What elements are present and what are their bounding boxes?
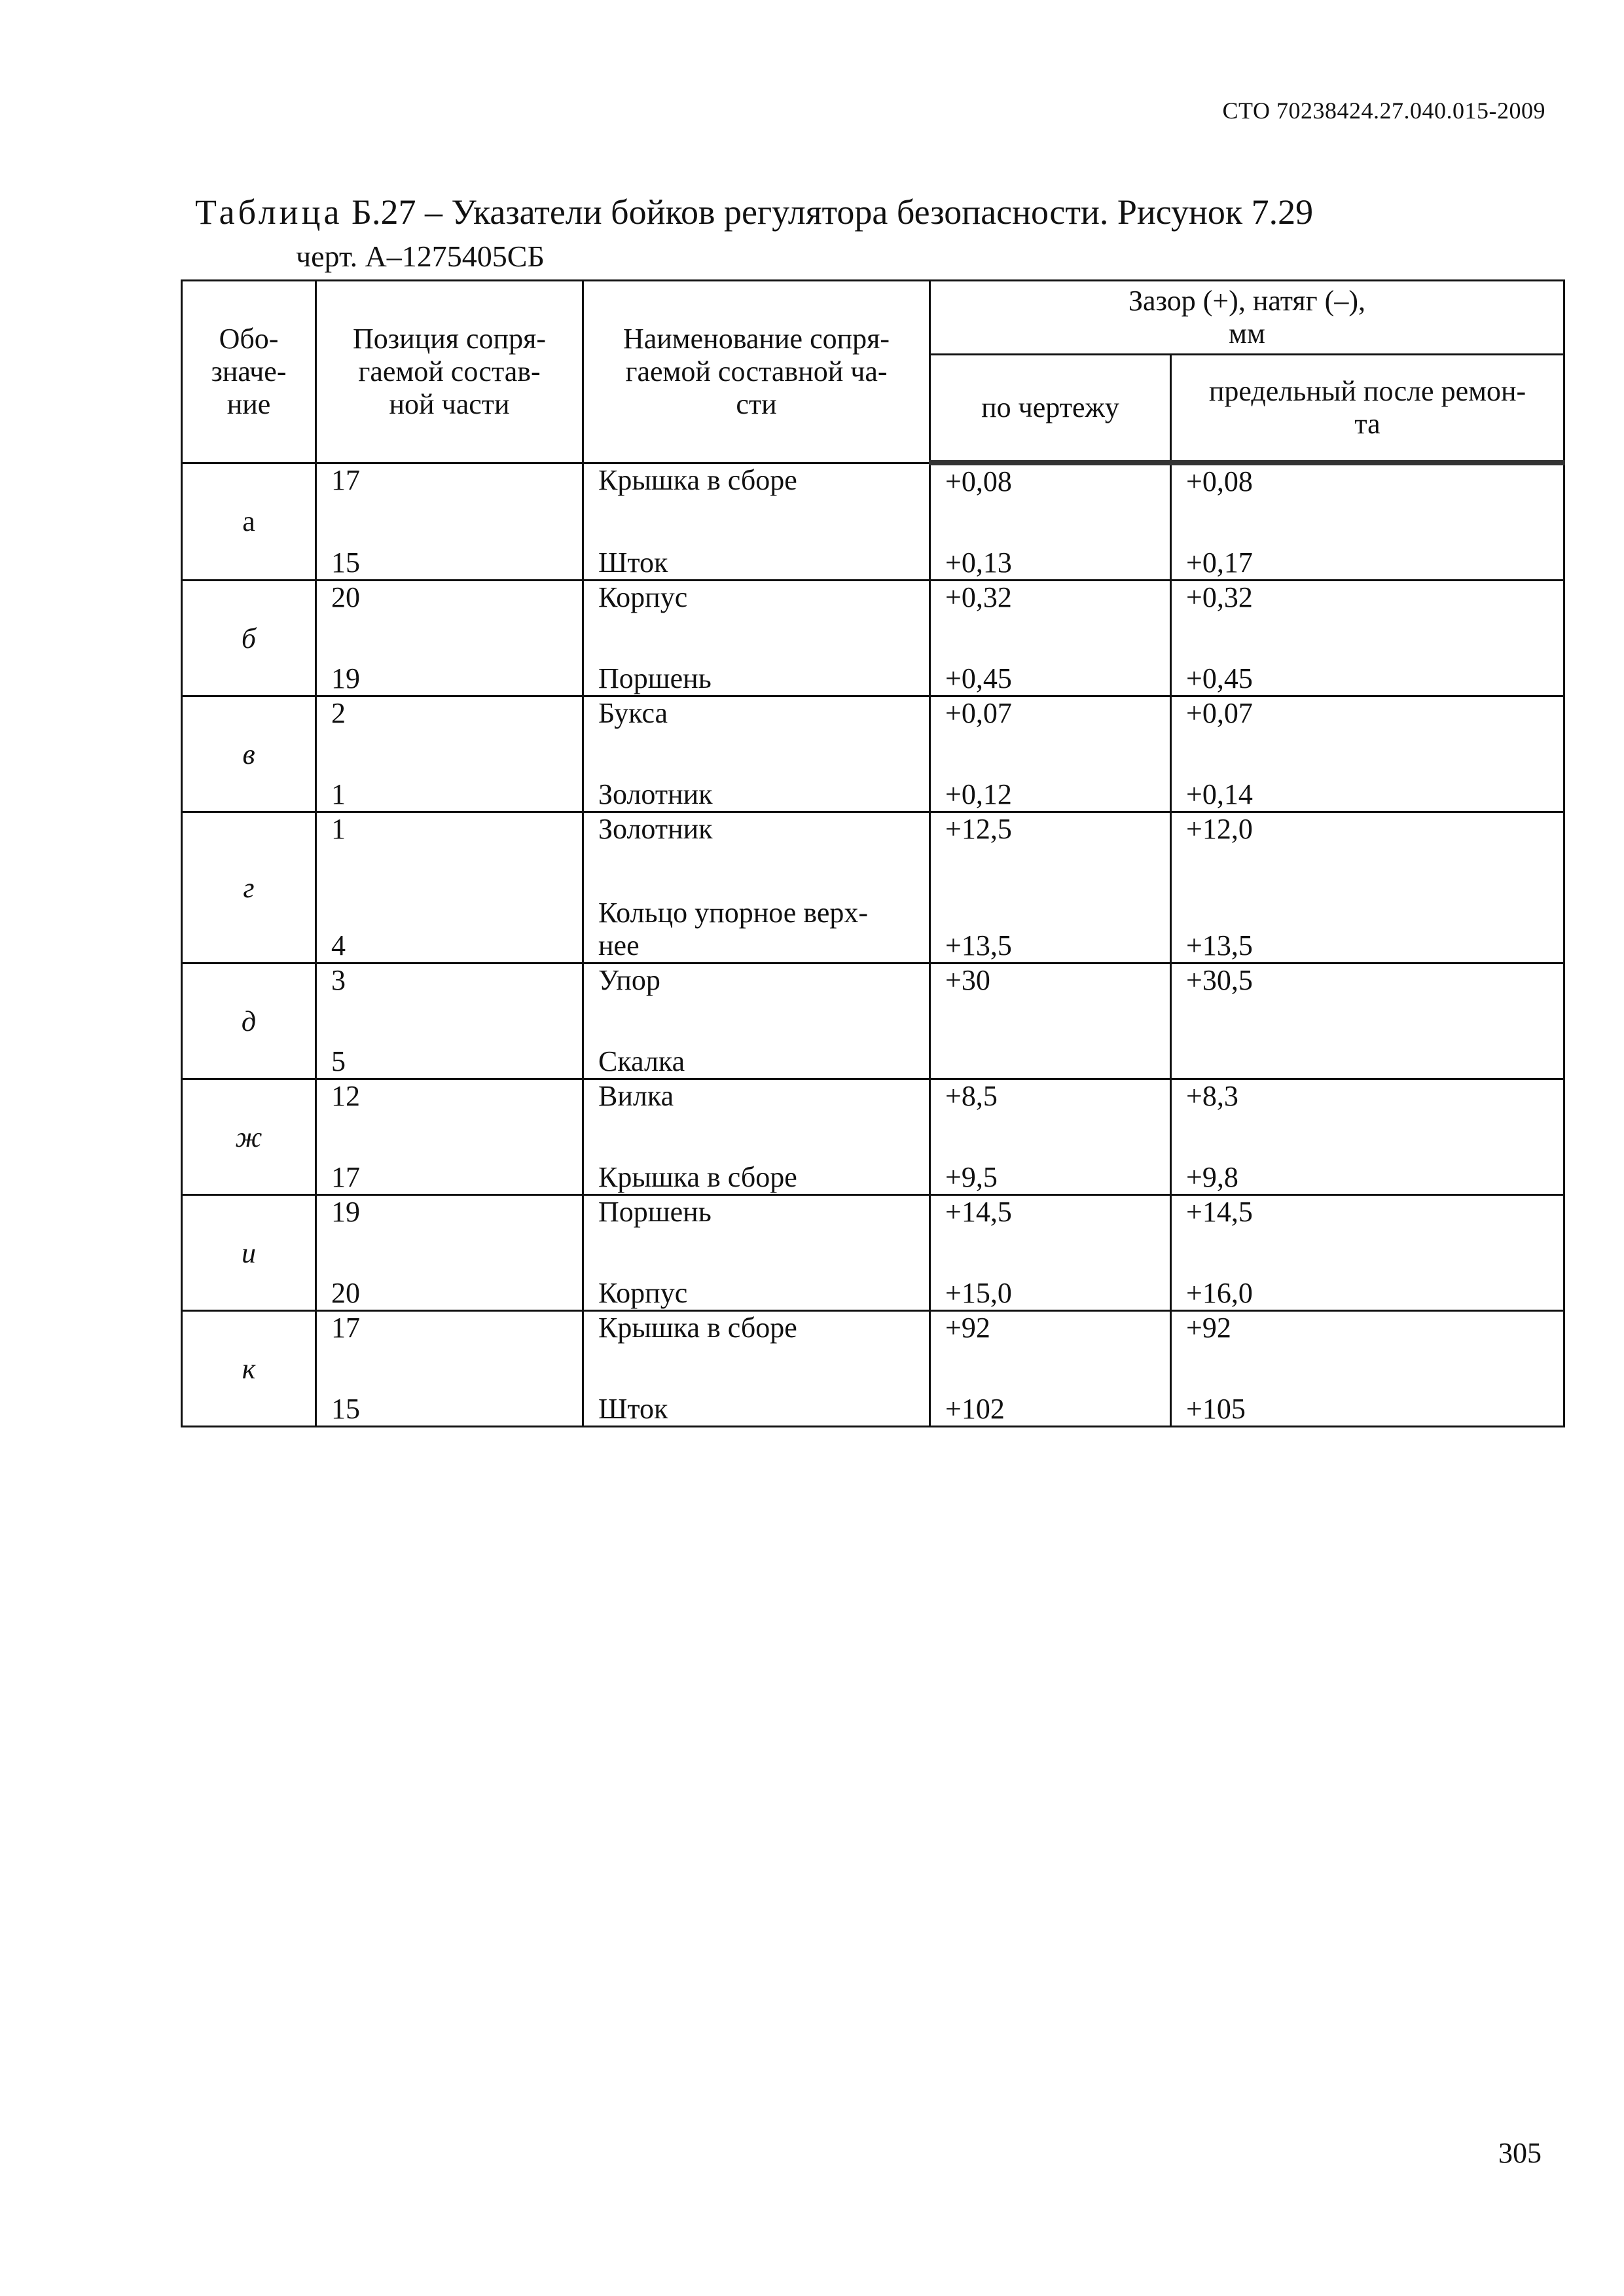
name-cell-bottom: Кольцо упорное верх- нее xyxy=(598,897,869,961)
after-repair-cell-bottom: +105 xyxy=(1186,1393,1246,1425)
after-repair-cell-top: +12,0 xyxy=(1186,813,1253,845)
by-drawing-cell xyxy=(930,696,1171,812)
by-drawing-cell-bottom: +13,5 xyxy=(945,929,1012,961)
clearance-table xyxy=(181,279,1565,1427)
position-cell xyxy=(316,581,583,696)
after-repair-cell-top: +92 xyxy=(1186,1312,1231,1344)
name-cell xyxy=(583,1311,930,1427)
name-cell xyxy=(583,581,930,696)
after-repair-cell xyxy=(1171,581,1564,696)
after-repair-cell xyxy=(1171,1311,1564,1427)
by-drawing-cell-bottom: +0,45 xyxy=(945,662,1012,694)
by-drawing-cell-top: +8,5 xyxy=(945,1080,998,1112)
position-cell xyxy=(316,1079,583,1195)
header-by-drawing: по чертежу xyxy=(930,355,1171,463)
table-subcaption: черт. А–1275405СБ xyxy=(296,240,545,273)
position-cell-bottom: 19 xyxy=(331,662,360,694)
by-drawing-cell xyxy=(930,963,1171,1079)
by-drawing-cell-bottom: +0,13 xyxy=(945,547,1012,579)
by-drawing-cell xyxy=(930,463,1171,581)
name-cell-bottom: Шток xyxy=(598,1393,668,1425)
header-name: Наименование сопря- гаемой составной ча- сти xyxy=(583,281,930,463)
name-cell-bottom: Поршень xyxy=(598,662,712,694)
row-mark: ж xyxy=(182,1079,316,1195)
position-cell xyxy=(316,963,583,1079)
name-cell-top: Крышка в сборе xyxy=(598,1312,797,1344)
by-drawing-cell-bottom: +0,12 xyxy=(945,778,1012,810)
position-cell xyxy=(316,1311,583,1427)
by-drawing-cell-bottom: +9,5 xyxy=(945,1161,998,1193)
name-cell xyxy=(583,696,930,812)
position-cell-bottom: 4 xyxy=(331,929,346,961)
table-row xyxy=(182,812,1564,963)
table-row xyxy=(182,581,1564,696)
name-cell-bottom: Золотник xyxy=(598,778,713,810)
by-drawing-cell-top: +0,07 xyxy=(945,697,1012,729)
after-repair-cell xyxy=(1171,963,1564,1079)
table-row xyxy=(182,696,1564,812)
page-number: 305 xyxy=(1498,2137,1542,2169)
after-repair-cell-bottom: +13,5 xyxy=(1186,929,1253,961)
by-drawing-cell xyxy=(930,1311,1171,1427)
position-cell-bottom: 1 xyxy=(331,778,346,810)
position-cell-top: 2 xyxy=(331,697,346,729)
after-repair-cell-top: +0,07 xyxy=(1186,697,1253,729)
table-row xyxy=(182,963,1564,1079)
position-cell-bottom: 15 xyxy=(331,547,360,579)
header-mark: Обо- значе- ние xyxy=(182,281,316,463)
row-mark: г xyxy=(182,812,316,963)
after-repair-cell xyxy=(1171,812,1564,963)
by-drawing-cell-top: +30 xyxy=(945,964,990,996)
after-repair-cell-top: +0,32 xyxy=(1186,581,1253,613)
name-cell-top: Золотник xyxy=(598,813,713,845)
name-cell-bottom: Крышка в сборе xyxy=(598,1161,797,1193)
name-cell xyxy=(583,1195,930,1311)
position-cell xyxy=(316,696,583,812)
row-mark: к xyxy=(182,1311,316,1427)
position-cell xyxy=(316,463,583,581)
position-cell-top: 12 xyxy=(331,1080,360,1112)
position-cell xyxy=(316,1195,583,1311)
row-mark: а xyxy=(182,463,316,581)
after-repair-cell-top: +14,5 xyxy=(1186,1196,1253,1228)
after-repair-cell xyxy=(1171,696,1564,812)
by-drawing-cell-top: +92 xyxy=(945,1312,990,1344)
name-cell xyxy=(583,1079,930,1195)
position-cell-top: 3 xyxy=(331,964,346,996)
after-repair-cell-bottom: +9,8 xyxy=(1186,1161,1238,1193)
name-cell-bottom: Скалка xyxy=(598,1045,685,1077)
name-cell xyxy=(583,963,930,1079)
position-cell-top: 17 xyxy=(331,1312,360,1344)
after-repair-cell xyxy=(1171,463,1564,581)
after-repair-cell xyxy=(1171,1195,1564,1311)
table-caption xyxy=(195,191,1313,233)
table-row xyxy=(182,1195,1564,1311)
position-cell xyxy=(316,812,583,963)
name-cell xyxy=(583,812,930,963)
table-row xyxy=(182,463,1564,581)
header-position: Позиция сопря- гаемой состав- ной части xyxy=(316,281,583,463)
by-drawing-cell-top: +0,08 xyxy=(945,465,1012,497)
name-cell-top: Крышка в сборе xyxy=(598,463,797,496)
position-cell-top: 19 xyxy=(331,1196,360,1228)
by-drawing-cell xyxy=(930,1195,1171,1311)
by-drawing-cell-bottom: +102 xyxy=(945,1393,1005,1425)
name-cell xyxy=(583,463,930,581)
position-cell-bottom: 15 xyxy=(331,1393,360,1425)
by-drawing-cell xyxy=(930,812,1171,963)
after-repair-cell xyxy=(1171,1079,1564,1195)
position-cell-top: 1 xyxy=(331,813,346,845)
after-repair-cell-bottom: +16,0 xyxy=(1186,1277,1253,1309)
header-gap-group: Зазор (+), натяг (–), мм xyxy=(930,281,1564,355)
document-code: СТО 70238424.27.040.015-2009 xyxy=(1222,98,1545,124)
name-cell-bottom: Корпус xyxy=(598,1277,688,1309)
after-repair-cell-bottom: +0,45 xyxy=(1186,662,1253,694)
after-repair-cell-bottom: +0,14 xyxy=(1186,778,1253,810)
by-drawing-cell-top: +0,32 xyxy=(945,581,1012,613)
after-repair-cell-top: +30,5 xyxy=(1186,964,1253,996)
by-drawing-cell xyxy=(930,581,1171,696)
name-cell-top: Упор xyxy=(598,964,660,996)
by-drawing-cell-top: +12,5 xyxy=(945,813,1012,845)
position-cell-top: 20 xyxy=(331,581,360,613)
row-mark: б xyxy=(182,581,316,696)
row-mark: в xyxy=(182,696,316,812)
name-cell-top: Поршень xyxy=(598,1196,712,1228)
row-mark: д xyxy=(182,963,316,1079)
after-repair-cell-bottom: +0,17 xyxy=(1186,547,1253,579)
after-repair-cell-top: +0,08 xyxy=(1186,465,1253,497)
table-row xyxy=(182,1311,1564,1427)
position-cell-bottom: 5 xyxy=(331,1045,346,1077)
by-drawing-cell-top: +14,5 xyxy=(945,1196,1012,1228)
by-drawing-cell-bottom: +15,0 xyxy=(945,1277,1012,1309)
row-mark: и xyxy=(182,1195,316,1311)
name-cell-bottom: Шток xyxy=(598,547,668,579)
table-caption-label: Таблица xyxy=(195,192,343,232)
by-drawing-cell xyxy=(930,1079,1171,1195)
table-body xyxy=(182,463,1564,1427)
name-cell-top: Букса xyxy=(598,697,668,729)
table-caption-text: Б.27 – Указатели бойков регулятора безопасности. Рисунок 7.29 xyxy=(342,192,1314,232)
header-after-repair: предельный после ремон- та xyxy=(1171,355,1564,463)
position-cell-bottom: 17 xyxy=(331,1161,360,1193)
table-row xyxy=(182,1079,1564,1195)
name-cell-top: Вилка xyxy=(598,1080,674,1112)
name-cell-top: Корпус xyxy=(598,581,688,613)
position-cell-bottom: 20 xyxy=(331,1277,360,1309)
position-cell-top: 17 xyxy=(331,463,360,496)
after-repair-cell-top: +8,3 xyxy=(1186,1080,1238,1112)
